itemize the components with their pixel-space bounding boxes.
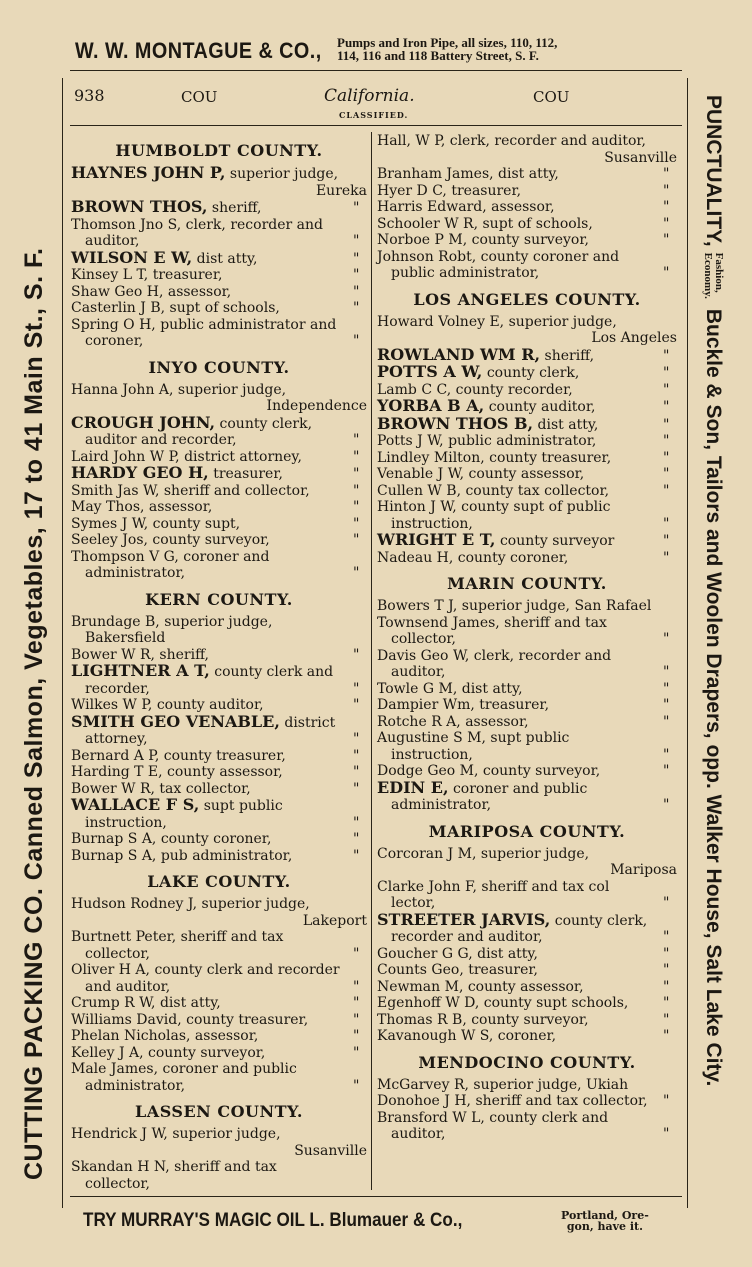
county-heading: HUMBOLDT COUNTY. [115, 141, 323, 160]
header-side-line-2: 114, 116 and 118 Battery Street, S. F. [337, 48, 539, 63]
entry-text: Donohoe J H, sheriff and tax collector, [377, 1093, 648, 1109]
entry-text: Townsend James, sheriff and tax collector, [377, 614, 607, 647]
entry-text: supt public instruction, [85, 798, 283, 831]
entry-name-bold: HARDY GEO H, [71, 463, 209, 482]
directory-entry [377, 1077, 677, 1094]
entry-text: Burnap S A, pub administrator, [71, 847, 293, 864]
directory-entry: POTTS A W, county clerk, " [377, 362, 670, 381]
county-heading: KERN COUNTY. [145, 589, 293, 609]
directory-entry: Lindley Milton, county treasurer, " [377, 449, 670, 466]
directory-entry: LIGHTNER A T, county clerk and recorder, " [71, 661, 360, 697]
entry-name-bold: WALLACE F S, [71, 795, 200, 814]
entry-place: Susanville [294, 1142, 367, 1159]
content-top-rule [70, 125, 682, 126]
directory-entry: Burtnett Peter, sheriff and tax collector, " [71, 929, 360, 962]
directory-entry: Oliver H A, county clerk and recorder and auditor, " [71, 962, 360, 995]
entry-text: Kinsey L T, treasurer, [71, 267, 223, 283]
entry-name-bold: SMITH GEO VENABLE, [71, 711, 280, 731]
directory-entry: BROWN THOS, sheriff, " [71, 197, 360, 216]
directory-entry: Spring O H, public administrator and coroner, " [71, 316, 360, 349]
directory-entry: Dampier Wm, treasurer, " [377, 697, 670, 713]
directory-entry: Lamb C C, county recorder, " [377, 381, 670, 398]
entry-name-bold: ROWLAND WM R, [377, 344, 541, 364]
footer-side-line-2: gon, have it. [566, 1220, 643, 1233]
entry-text: Dodge Geo M, county surveyor, [377, 763, 601, 779]
entry-text: Norboe P M, county surveyor, [377, 232, 589, 248]
entry-text: Burtnett Peter, sheriff and tax collector, [71, 929, 284, 962]
directory-entry: YORBA B A, county auditor, " [377, 396, 670, 415]
directory-entry: Thompson V G, coroner and administrator, " [71, 548, 360, 581]
entry-text: Oliver H A, county clerk and recorder and auditor, [71, 962, 340, 995]
entry-text: Johnson Robt, county coroner and public administrator, [377, 248, 620, 281]
entry-text: county auditor, [484, 399, 596, 415]
county-heading: LASSEN COUNTY. [135, 1102, 303, 1121]
directory-entry: Kelley J A, county surveyor, " [71, 1044, 360, 1061]
directory-entry: Counts Geo, treasurer, " [377, 962, 670, 978]
directory-entry: Shaw Geo H, assessor, " [71, 283, 360, 300]
entry-place: Eureka [315, 182, 367, 199]
directory-entry: Venable J W, county assessor, " [377, 466, 670, 482]
entry-name-bold: BROWN THOS B, [377, 413, 534, 433]
directory-entry: HARDY GEO H, treasurer, " [71, 463, 360, 482]
directory-entry [377, 598, 677, 615]
entry-text: Burnap S A, county coroner, [71, 831, 272, 847]
directory-entry: EDIN E, coroner and public administrator, " [377, 777, 670, 813]
directory-entry: Seeley Jos, county surveyor, " [71, 532, 360, 548]
entry-text: Shaw Geo H, assessor, [71, 283, 232, 300]
directory-entry: ROWLAND WM R, sheriff, " [377, 344, 670, 364]
entry-text: district attorney, [85, 714, 336, 747]
entry-text: Wilkes W P, county auditor, [71, 697, 264, 713]
entry-text: Hendrick J W, superior judge, [71, 1126, 281, 1142]
county-heading: MARIPOSA COUNTY. [428, 821, 626, 841]
entry-text: Smith Jas W, sheriff and collector, [71, 482, 310, 499]
entry-text: Bransford W L, county clerk and auditor, [377, 1109, 609, 1142]
header-advert-main: W. W. MONTAGUE & CO., [75, 38, 322, 63]
entry-text: Augustine S M, supt public instruction, [377, 730, 570, 763]
entry-text: Laird John W P, district attorney, [71, 448, 302, 465]
entry-text: Symes J W, county supt, [71, 515, 241, 532]
entry-text: Rotche R A, assessor, [377, 713, 529, 730]
directory-entry: Towle G M, dist atty, " [377, 680, 670, 697]
entry-text: Thomson Jno S, clerk, recorder and auditor, [71, 216, 323, 249]
directory-entry: Thomson Jno S, clerk, recorder and auditor, " [71, 216, 360, 249]
directory-entry: Phelan Nicholas, assessor, " [71, 1028, 360, 1044]
directory-entry: Casterlin J B, supt of schools, " [71, 300, 360, 316]
entry-place: Los Angeles [591, 330, 677, 346]
directory-entry: Davis Geo W, clerk, recorder and auditor, " [377, 647, 670, 680]
left-margin-advert: CUTTING PACKING CO. Canned Salmon, Vegetables, 17 to 41 Main St., S. F. [20, 247, 48, 1180]
directory-entry: WALLACE F S, supt public instruction, " [71, 795, 360, 831]
entry-text: Goucher G G, dist atty, [377, 945, 538, 962]
entry-text: Phelan Nicholas, assessor, [71, 1028, 259, 1044]
directory-entry: Potts J W, public administrator, " [377, 433, 670, 449]
directory-entry: Branham James, dist atty, " [377, 166, 670, 182]
entry-text: Hall, W P, clerk, recorder and auditor, [377, 133, 646, 149]
directory-entry: Bernard A P, county treasurer, " [71, 747, 360, 764]
entry-text: Corcoran J M, superior judge, [377, 845, 590, 862]
directory-entry: Donohoe J H, sheriff and tax collector, " [377, 1093, 670, 1109]
entry-text: Bower W R, sheriff, [71, 646, 209, 663]
entry-text: Lindley Milton, county treasurer, [377, 449, 612, 466]
directory-entry: Johnson Robt, county coroner and public administrator, " [377, 248, 670, 281]
entry-text: Howard Volney E, superior judge, [377, 313, 617, 330]
entry-text: county clerk, [482, 365, 580, 381]
directory-entry [377, 846, 677, 879]
entry-text: Crump R W, dist atty, [71, 995, 221, 1011]
entry-place: Mariposa [610, 862, 677, 878]
directory-entry [71, 1126, 367, 1159]
entry-name-bold: CROUGH JOHN, [71, 412, 216, 432]
page-footer-advert [75, 1208, 685, 1238]
directory-entry [377, 133, 677, 166]
directory-entry: Burnap S A, pub administrator, " [71, 847, 360, 864]
county-heading: LOS ANGELES COUNTY. [413, 289, 641, 309]
directory-entry: Augustine S M, supt public instruction, " [377, 730, 670, 763]
county-heading: MARIN COUNTY. [447, 574, 607, 593]
directory-entry [71, 614, 367, 647]
directory-entry [71, 1159, 367, 1192]
entry-name-bold: YORBA B A, [377, 396, 485, 415]
entry-text: Newman M, county assessor, [377, 978, 584, 995]
entry-text: Hanna John A, superior judge, [71, 381, 287, 398]
footer-side-line-1: Portland, Ore- [561, 1209, 649, 1222]
entry-text: superior judge, [225, 166, 339, 182]
entry-text: McGarvey R, superior judge, Ukiah [377, 1076, 629, 1093]
entry-text: Williams David, county treasurer, [71, 1011, 309, 1028]
column-divider [371, 132, 372, 1190]
directory-entry: Symes J W, county supt, " [71, 515, 360, 532]
entry-text: Bower W R, tax collector, [71, 780, 251, 797]
entry-text: Davis Geo W, clerk, recorder and auditor, [377, 647, 612, 680]
entry-text: Lamb C C, county recorder, [377, 381, 573, 398]
entry-text: Hinton J W, county supt of public instruction, [377, 499, 611, 532]
directory-entry: Bransford W L, county clerk and auditor, " [377, 1109, 670, 1142]
directory-entry: Bower W R, tax collector, " [71, 780, 360, 797]
directory-entry [71, 382, 367, 415]
right-margin-small [702, 253, 724, 299]
directory-entry: Williams David, county treasurer, " [71, 1011, 360, 1028]
entry-text: Harris Edward, assessor, [377, 199, 555, 215]
entry-text: Bowers T J, superior judge, San Rafael [377, 598, 652, 614]
running-head-title: California. [324, 86, 415, 106]
entry-text: Thompson V G, coroner and administrator, [71, 548, 270, 581]
entry-text: Male James, coroner and public administrator, [71, 1061, 297, 1094]
entry-place: Lakeport [302, 912, 367, 929]
page-number: 938 [74, 86, 105, 105]
entry-name-bold: WRIGHT E T, [377, 530, 496, 549]
entry-text: Cullen W B, county tax collector, [377, 482, 610, 499]
directory-entry: Norboe P M, county surveyor, " [377, 232, 670, 248]
directory-entry: Laird John W P, district attorney, " [71, 448, 360, 465]
entry-text: sheriff, [207, 200, 262, 216]
entry-text: treasurer, [208, 466, 283, 482]
entry-text: county clerk, auditor and recorder, [85, 415, 313, 448]
header-advert-side [337, 36, 557, 62]
entry-text: Branham James, dist atty, [377, 166, 559, 182]
entry-name-bold: POTTS A W, [377, 362, 483, 381]
county-heading: MENDOCINO COUNTY. [418, 1052, 636, 1072]
directory-entry: Smith Jas W, sheriff and collector, " [71, 482, 360, 499]
left-column [71, 133, 367, 1192]
directory-entry: Hyer D C, treasurer, " [377, 182, 670, 199]
right-margin-buckle: Buckle & Son, Tailors and Woolen Drapers, opp. Walker House, Salt Lake City. [702, 308, 725, 1087]
entry-text: Venable J W, county assessor, [377, 466, 585, 482]
directory-entry [377, 314, 677, 347]
entry-text: Harding T E, county assessor, [71, 764, 283, 780]
directory-entry: Clarke John F, sheriff and tax col lector, " [377, 878, 670, 911]
entry-text: Schooler W R, supt of schools, [377, 215, 593, 232]
directory-entry: Nadeau H, county coroner, " [377, 549, 670, 566]
entry-text: Casterlin J B, supt of schools, [71, 300, 280, 316]
right-margin-fashion: Fashion, [712, 252, 725, 293]
running-head-right: COU [533, 88, 570, 106]
entry-place: Susanville [604, 149, 677, 166]
left-margin-rule [62, 78, 63, 1208]
directory-entry: Newman M, county assessor, " [377, 978, 670, 995]
entry-text: coroner and public administrator, [391, 780, 588, 813]
entry-text: Skandan H N, sheriff and tax collector, [71, 1159, 277, 1192]
entry-name-bold: EDIN E, [377, 777, 449, 797]
directory-entry: Bower W R, sheriff, " [71, 646, 360, 663]
directory-entry: Thomas R B, county surveyor, " [377, 1011, 670, 1028]
directory-entry: Male James, coroner and public administrator, " [71, 1061, 360, 1094]
entry-name-bold: WILSON E W, [71, 247, 193, 267]
entry-text: Hyer D C, treasurer, [377, 182, 522, 199]
entry-text: May Thos, assessor, [71, 499, 213, 515]
entry-text: Kavanough W S, coroner, [377, 1028, 557, 1044]
directory-entry: Harris Edward, assessor, " [377, 199, 670, 215]
county-heading: INYO COUNTY. [148, 357, 290, 377]
running-head-sub: CLASSIFIED. [339, 110, 409, 120]
entry-text: sheriff, [540, 347, 595, 364]
entry-text: Kelley J A, county surveyor, [71, 1044, 266, 1061]
directory-entry [71, 896, 367, 929]
directory-entry: WRIGHT E T, county surveyor " [377, 530, 670, 549]
entry-place: Independence [266, 398, 367, 414]
entry-text: county surveyor [495, 533, 615, 549]
directory-entry: SMITH GEO VENABLE, district attorney, " [71, 711, 360, 747]
entry-text: Potts J W, public administrator, [377, 433, 597, 449]
directory-entry: Kinsey L T, treasurer, " [71, 267, 360, 283]
directory-entry: May Thos, assessor, " [71, 499, 360, 515]
right-margin-punctuality: PUNCTUALITY, [702, 95, 725, 247]
directory-entry: Kavanough W S, coroner, " [377, 1028, 670, 1044]
page-header-advert [75, 36, 685, 68]
entry-name-bold: LIGHTNER A T, [71, 661, 210, 680]
entry-name-bold: HAYNES JOHN P, [71, 163, 226, 182]
entry-text: Egenhoff W D, county supt schools, [377, 995, 629, 1011]
entry-text: county clerk and recorder, [85, 664, 334, 697]
entry-text: Brundage B, superior judge, Bakersfield [71, 613, 273, 646]
entry-text: Thomas R B, county surveyor, [377, 1011, 589, 1028]
entry-text: Spring O H, public administrator and coroner, [71, 316, 337, 349]
footer-advert-side [561, 1210, 649, 1232]
directory-entry: Cullen W B, county tax collector, " [377, 482, 670, 499]
directory-entry: Townsend James, sheriff and tax collector, " [377, 614, 670, 647]
directory-entry: Dodge Geo M, county surveyor, " [377, 763, 670, 779]
directory-entry: CROUGH JOHN, county clerk, auditor and recorder, " [71, 412, 360, 448]
right-margin-rule [687, 78, 688, 1208]
directory-entry: Egenhoff W D, county supt schools, " [377, 995, 670, 1011]
directory-entry: Crump R W, dist atty, " [71, 995, 360, 1011]
county-heading: LAKE COUNTY. [147, 872, 291, 891]
entry-text: Dampier Wm, treasurer, [377, 697, 550, 713]
directory-entry: BROWN THOS B, dist atty, " [377, 413, 670, 433]
header-side-line-1: Pumps and Iron Pipe, all sizes, 110, 112, [337, 35, 558, 50]
entry-text: Clarke John F, sheriff and tax col lector, [377, 878, 610, 911]
directory-entry: Rotche R A, assessor, " [377, 713, 670, 730]
footer-advert-main: TRY MURRAY'S MAGIC OIL L. Blumauer & Co., [83, 1210, 463, 1231]
entry-text: county clerk, recorder and auditor, [391, 912, 648, 945]
directory-entry: Wilkes W P, county auditor, " [71, 697, 360, 713]
entry-text: dist atty, [192, 250, 258, 267]
entry-name-bold: BROWN THOS, [71, 197, 208, 216]
header-rule [70, 70, 682, 71]
right-column [377, 133, 677, 1143]
directory-entry: WILSON E W, dist atty, " [71, 247, 360, 267]
entry-text: Counts Geo, treasurer, [377, 962, 538, 978]
right-margin-advert [701, 95, 725, 1195]
directory-entry: Hinton J W, county supt of public instruction, " [377, 499, 670, 532]
entry-text: Bernard A P, county treasurer, [71, 747, 286, 764]
footer-rule [70, 1196, 682, 1197]
directory-entry: Schooler W R, supt of schools, " [377, 215, 670, 232]
directory-entry: Harding T E, county assessor, " [71, 764, 360, 780]
right-margin-economy: Economy. [701, 252, 714, 299]
directory-entry: STREETER JARVIS, county clerk, recorder and auditor, " [377, 909, 670, 945]
directory-entry: Burnap S A, county coroner, " [71, 831, 360, 847]
entry-text: Seeley Jos, county surveyor, [71, 532, 270, 548]
entry-name-bold: STREETER JARVIS, [377, 909, 551, 929]
running-head-left: COU [181, 88, 218, 106]
directory-entry: Goucher G G, dist atty, " [377, 945, 670, 962]
entry-text: dist atty, [533, 416, 599, 433]
entry-text: Towle G M, dist atty, [377, 680, 523, 697]
directory-entry [71, 165, 367, 199]
entry-text: Nadeau H, county coroner, [377, 549, 569, 566]
entry-text: Hudson Rodney J, superior judge, [71, 896, 310, 912]
